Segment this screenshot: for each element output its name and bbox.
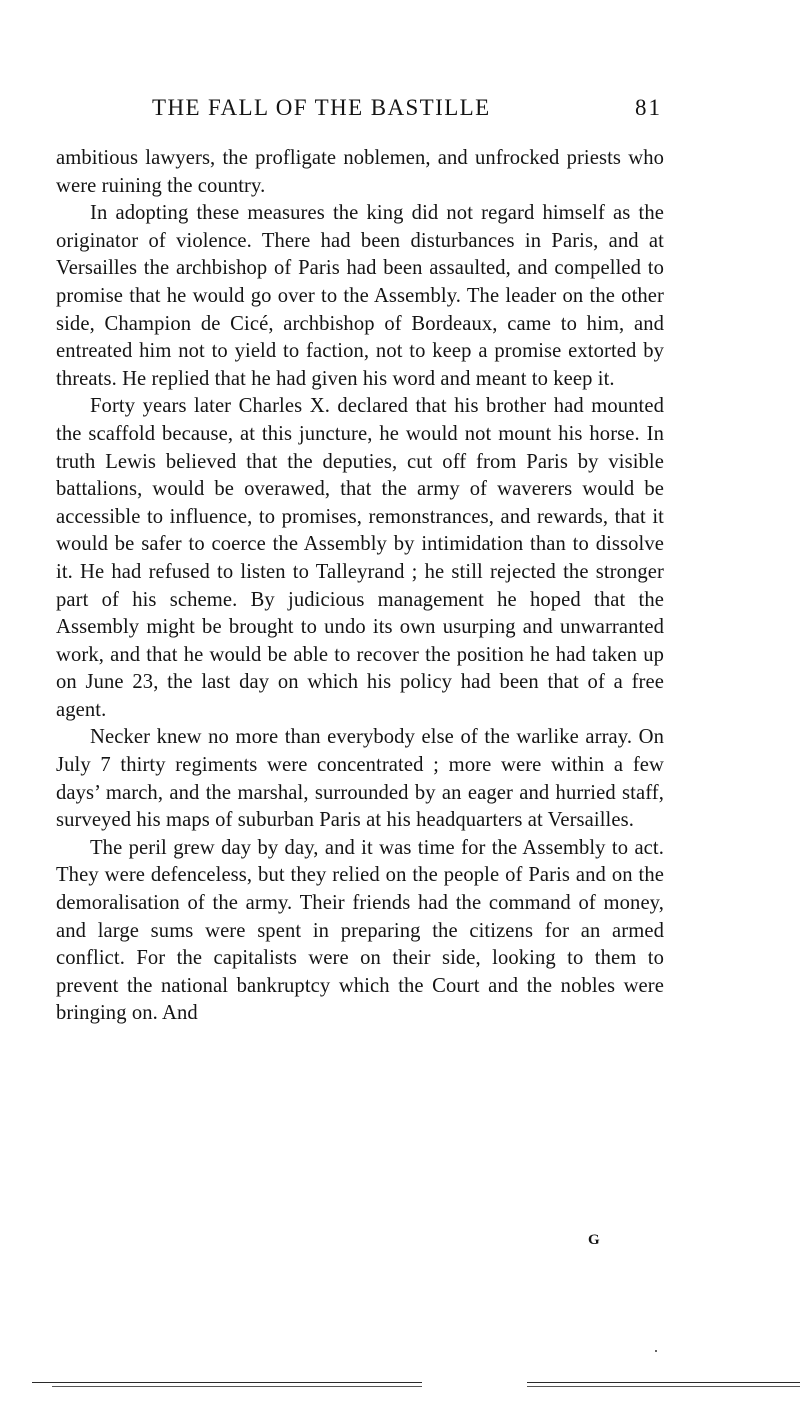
scan-rule-right-upper <box>527 1382 800 1383</box>
paragraph: In adopting these measures the king did not regard himself as the originator of violence. There had been disturbances in Paris, and at Versailles the archbishop of Paris had been assaulted, and compelled to promise that he would go over to the Assembly. The leader on the other side, Champion de Cicé, archbishop of Bordeaux, came to him, and entreated him not to yield to faction, not to keep a promise extorted by threats. He replied that he had given his word and meant to keep it. <box>56 202 664 390</box>
page-number: 81 <box>635 95 662 120</box>
paragraph-continued: ambitious lawyers, the profligate noblemen, and unfrocked priests who were ruining the country. <box>56 147 664 197</box>
paragraph: The peril grew day by day, and it was time for the Assembly to act. They were defenceless, but they relied on the people of Paris and on the demoralisation of the army. Their friends had the command of money, and large sums were spent in preparing the citizens for an armed conflict. For the capitalists were on their side, looking to them to prevent the national bankruptcy which the Court and the nobles were bringing on. And <box>56 836 664 1025</box>
body-text <box>56 145 664 1028</box>
scan-rule-right-lower <box>527 1386 800 1387</box>
scan-rule-left-lower <box>52 1386 422 1387</box>
paragraph: Forty years later Charles X. declared that his brother had mounted the scaffold because, at this juncture, he would not mount his horse. In truth Lewis believed that the deputies, cut off from Paris by visible battalions, would be overawed, that the army of waverers would be accessible to influence, to promises, remonstrances, and rewards, that it would be safer to coerce the Assembly by intimidation than to dissolve it. He had refused to listen to Talleyrand ; he still rejected the stronger part of his scheme. By judicious management he hoped that the Assembly might be brought to undo its own usurping and unwarranted work, and that he would be able to recover the position he had taken up on June 23, the last day on which his policy had been that of a free agent. <box>56 395 664 721</box>
scan-rule-left-upper <box>32 1382 422 1383</box>
page-header <box>152 95 662 125</box>
scan-speck <box>655 1350 657 1352</box>
running-title: THE FALL OF THE BASTILLE <box>152 95 491 120</box>
paragraph: Necker knew no more than everybody else of the warlike array. On July 7 thirty regiments were concentrated ; more were within a few days’ march, and the marshal, surrounded by an eager and hurried staff, surveyed his maps of suburban Paris at his headquarters at Versailles. <box>56 726 664 832</box>
signature-mark: G <box>588 1232 601 1248</box>
